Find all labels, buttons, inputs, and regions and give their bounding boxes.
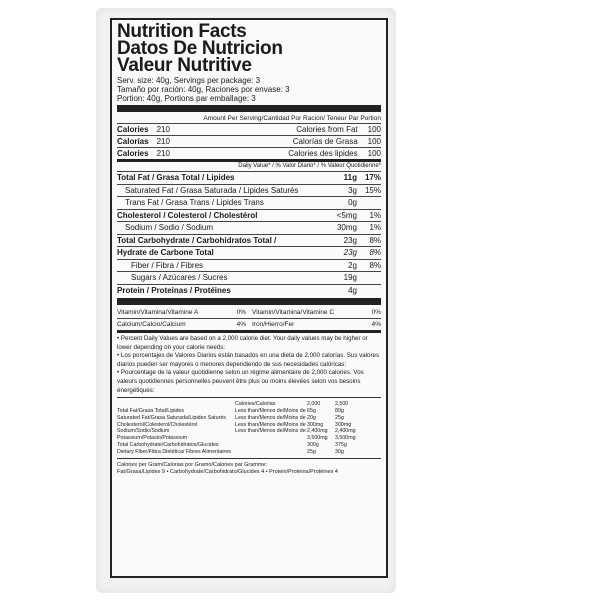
table-cell: 80g (335, 407, 344, 414)
calcium-label: Calcium/Calcio/Calcium (117, 321, 186, 328)
table-cell (235, 442, 307, 449)
nutrient-row-hydrate-de-carbone (117, 246, 381, 259)
vitamins-section (117, 307, 381, 330)
vitamin-c-value: 0% (371, 309, 381, 316)
serving-line-english: Serv. size: 40g, Servings per package: 3 (117, 76, 261, 85)
nutrient-pct: 1% (369, 223, 381, 232)
calories-label: Calorías (117, 137, 149, 146)
calories-row (117, 123, 381, 135)
nutrient-qty: 0g (348, 198, 357, 207)
title-spanish: Datos De Nutricion (117, 38, 283, 59)
iron-label: Iron/Hierro/Fer (252, 321, 295, 328)
nutrient-qty: 19g (343, 273, 357, 282)
calories-fat-value: 100 (367, 137, 381, 146)
table-cell: 300mg (307, 421, 324, 428)
divider-thick (117, 298, 381, 305)
nutrient-name: Protein / Proteinas / Protéines (117, 285, 231, 295)
daily-value-header: Daily Value* / % Valor Diario* / % Valeur Quotidienne* (238, 163, 381, 169)
table-cell: 375g (335, 441, 347, 448)
nutrient-pct: 8% (369, 248, 381, 257)
daily-values-reference-table (117, 401, 381, 455)
divider-thick (117, 105, 381, 112)
table-row (117, 435, 381, 442)
nutrient-qty: 23g (343, 235, 357, 245)
nutrient-pct (361, 197, 381, 209)
amount-per-serving-header: Amount Per Serving/Cantidad Por Ración/ Teneur Par Portion (203, 115, 381, 122)
nutrient-name: Fiber / Fibra / Fibres (131, 260, 204, 270)
table-cell: 25g (335, 414, 344, 421)
nutrient-qty: <5mg (336, 210, 357, 220)
nutrient-list (117, 171, 381, 296)
vitamin-a-value: 0% (236, 309, 246, 316)
calories-row (117, 135, 381, 147)
serving-info (117, 76, 381, 103)
table-cell: Less than/Menos de/Moins de (235, 421, 306, 428)
table-cell (235, 435, 307, 442)
calories-fat-value: 100 (367, 125, 381, 134)
table-cell: 3,500mg (335, 435, 356, 442)
nutrient-pct: 8% (369, 260, 381, 270)
nutrient-qty: 23g (343, 248, 357, 257)
table-cell: 2,400mg (335, 428, 356, 435)
table-cell: Total Fat/Grasa Total/Lipides (117, 407, 185, 414)
nutrient-row-fiber (117, 259, 381, 272)
nutrient-pct: 8% (369, 235, 381, 245)
nutrient-qty: 2g (348, 260, 357, 270)
calories-fat-label: Calories from Fat (296, 125, 358, 134)
title-english: Nutrition Facts (117, 21, 247, 42)
table-row (117, 415, 381, 422)
nutrient-row-cholesterol (117, 209, 381, 222)
calories-per-gram-heading: Calories per Gram/Calorias por Gramo/Calories par Gramme: (117, 461, 268, 468)
table-row (117, 442, 381, 449)
table-cell: Cholesterol/Colesterol/Cholestérol (117, 421, 198, 428)
nutrient-qty: 4g (348, 285, 357, 295)
table-row (117, 428, 381, 435)
nutrient-name: Hydrate de Carbone Total (117, 248, 214, 257)
nutrient-pct: 1% (369, 210, 381, 220)
table-cell: 2,000 (307, 401, 321, 408)
table-cell: Less than/Menos de/Moins de (235, 407, 306, 414)
table-cell: Less than/Menos de/Moins de (235, 414, 306, 421)
table-cell: Sodium/Sodio/Sodium (117, 428, 170, 435)
nutrient-qty: 11g (343, 173, 357, 182)
table-cell: Potassium/Potasio/Potassium (117, 435, 188, 442)
table-cell: 65g (307, 407, 316, 414)
nutrient-pct (361, 272, 381, 284)
nutrient-name: Sugars / Azúcares / Sucres (131, 273, 228, 282)
table-cell (235, 449, 307, 456)
serving-line-french: Portion: 40g, Portions par emballage: 3 (117, 94, 256, 103)
table-cell: 30g (335, 448, 344, 455)
table-cell: Saturated Fat/Grasa Saturada/Lipides Saturés (117, 414, 226, 421)
divider-thin (117, 397, 381, 398)
calories-section (117, 123, 381, 159)
calories-value: 210 (156, 149, 170, 158)
table-cell: 25g (307, 448, 316, 455)
nutrient-row-total-fat (117, 171, 381, 184)
calcium-value: 4% (236, 321, 246, 328)
divider-thin (117, 458, 381, 459)
calories-fat-label: Calories des lipides (288, 149, 358, 158)
table-cell: 3,500mg (307, 435, 328, 442)
table-header-row (117, 401, 381, 408)
vitamin-c-label: Vitamin/Vitamina/Vitamine C (252, 309, 335, 316)
nutrient-row-protein (117, 284, 381, 297)
calories-value: 210 (156, 125, 170, 134)
table-cell: Total Carbohydrate/Carbohidratos/Glucides (117, 441, 219, 448)
footnotes (117, 335, 381, 395)
table-row (117, 449, 381, 456)
divider-medium (117, 330, 381, 333)
table-cell: 20g (307, 414, 316, 421)
nutrient-pct: 17% (364, 173, 381, 182)
table-cell: Less than/Menos de/Moins de (235, 428, 306, 435)
nutrient-name: Sodium / Sodio / Sodium (125, 223, 214, 232)
nutrient-name: Trans Fat / Grasa Trans / Lipides Trans (125, 198, 264, 207)
calories-fat-label: Calorías de Grasa (292, 137, 358, 146)
table-row (117, 408, 381, 415)
nutrient-row-total-carbohydrate (117, 234, 381, 247)
nutrient-row-trans-fat (117, 196, 381, 209)
table-cell: 300mg (335, 421, 352, 428)
footnote-english: • Percent Daily Values are based on a 2,000 calorie diet. Your daily values may be higher or lower depending on your calorie needs: (117, 335, 368, 351)
nutrient-name: Total Carbohydrate / Carbohidratos Total / (117, 235, 277, 245)
nutrient-row-saturated-fat (117, 184, 381, 197)
table-cell: 300g (307, 441, 319, 448)
calories-label: Calories (117, 149, 149, 158)
table-cell: 2,500 (335, 401, 349, 408)
nutrient-qty: 3g (348, 185, 357, 195)
calories-per-gram (117, 462, 381, 477)
mineral-row (117, 318, 381, 330)
nutrient-row-sodium (117, 221, 381, 234)
table-cell: Calories/Calorias (235, 401, 276, 408)
nutrient-name: Cholesterol / Colesterol / Cholestérol (117, 210, 258, 220)
calories-fat-value: 100 (367, 149, 381, 158)
table-cell (117, 401, 235, 408)
vitamin-a-label: Vitamin/Vitamina/Vitamine A (117, 309, 199, 316)
calories-per-gram-values: Fat/Grasa/Lipides 9 • Carbohydrate/Carbohidrato/Glucides 4 • Protein/Proteina/Protéines 4 (117, 469, 338, 476)
nutrient-pct (361, 285, 381, 297)
nutrient-name: Saturated Fat / Grasa Saturada / Lipides Saturés (125, 185, 299, 195)
footnote-french: • Pourcentage de la valeur quotidienne selon un régime alimentaire de 2,000 calories. Vos valeurs quotidiennes personnelles peuvent être plus ou moins élevées selon vos besoins énergétiques: (117, 369, 364, 394)
serving-line-spanish: Tamaño por ración: 40g, Raciones por envase: 3 (117, 85, 290, 94)
table-row (117, 422, 381, 429)
nutrient-name: Total Fat / Grasa Total / Lipides (117, 173, 235, 182)
title-french: Valeur Nutritive (117, 55, 252, 76)
table-cell: 2,400mg (307, 428, 328, 435)
nutrient-pct: 15% (364, 185, 381, 195)
footnote-spanish: • Los porcentajes de Valores Diarios están basados en una dieta de 2,000 calorías. Sus valores diarios pueden ser mayores o menores dependiendo de sus necesidades calóricas: (117, 352, 380, 368)
table-cell: Dietary Fiber/Fibra Dietética/ Fibres Alimentaires (117, 448, 231, 455)
calories-row (117, 147, 381, 159)
nutrition-facts-label (110, 18, 388, 578)
nutrient-qty: 30mg (336, 223, 357, 232)
iron-value: 4% (371, 321, 381, 328)
calories-label: Calories (117, 125, 149, 134)
vitamin-row (117, 307, 381, 318)
nutrient-row-sugars (117, 271, 381, 284)
calories-value: 210 (156, 137, 170, 146)
